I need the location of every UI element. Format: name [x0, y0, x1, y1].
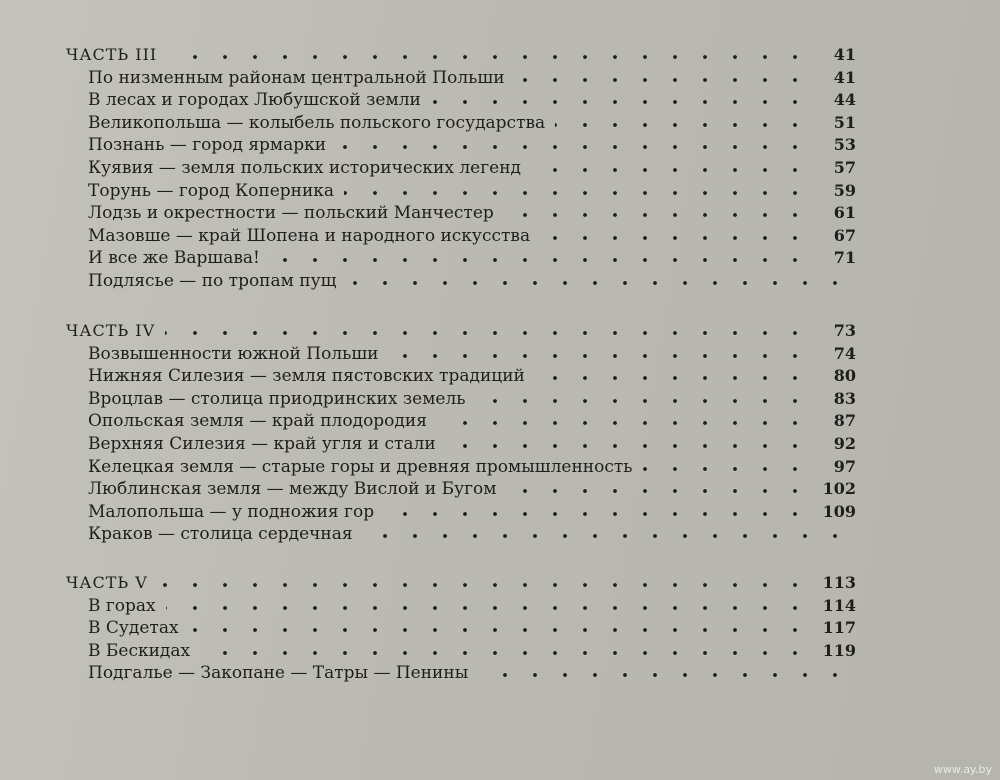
toc-entry: [66, 662, 856, 685]
toc-entry: [66, 343, 856, 366]
toc-entry: [66, 225, 856, 248]
toc-entry: [66, 617, 856, 640]
page-number: 109: [822, 501, 856, 521]
entry-title: Опольская земля — край плодородия: [88, 411, 427, 432]
part-title: ЧАСТЬ IV: [66, 321, 156, 340]
toc-entry: [66, 523, 856, 546]
toc-entry: [66, 67, 856, 90]
leader-dots: [535, 365, 810, 387]
toc-entry: [66, 456, 856, 479]
entry-title: Нижняя Силезия — земля пястовских традиций: [88, 366, 525, 387]
entry-title: Возвышенности южной Польши: [88, 343, 379, 364]
entry-title: Великопольша — колыбель польского государства: [88, 112, 546, 133]
leader-dots: [384, 501, 810, 523]
leader-dots: [506, 478, 810, 500]
page-number: 113: [822, 573, 856, 592]
toc-part-5: [66, 572, 856, 685]
page-number: 114: [822, 595, 856, 615]
leader-dots: [167, 44, 810, 66]
leader-dots: [515, 67, 810, 89]
leader-dots: [363, 523, 850, 545]
leader-dots: [555, 112, 810, 134]
leader-dots: [476, 388, 810, 410]
page-number: 67: [833, 225, 856, 245]
page-number: 97: [833, 456, 856, 476]
leader-dots: [336, 134, 810, 156]
toc-entry: [66, 595, 856, 618]
entry-title: Люблинская земля — между Вислой и Бугом: [88, 479, 497, 500]
entry-title: Подлясье — по тропам пущ: [88, 270, 337, 291]
entry-title: Вроцлав — столица приодринских земель: [88, 388, 466, 409]
leader-dots: [504, 202, 810, 224]
part-title: ЧАСТЬ V: [66, 573, 148, 592]
leader-dots: [158, 572, 810, 594]
leader-dots: [540, 225, 810, 247]
part-heading: [66, 572, 856, 595]
toc-entry: [66, 134, 856, 157]
page-number: 53: [833, 135, 856, 155]
entry-title: В Судетах: [88, 618, 179, 639]
page-number: 83: [833, 388, 856, 408]
toc-entry: [66, 410, 856, 433]
leader-dots: [531, 157, 810, 179]
leader-dots: [431, 89, 810, 111]
toc-entry: [66, 433, 856, 456]
leader-dots: [200, 640, 810, 662]
entry-title: Познань — город ярмарки: [88, 135, 327, 156]
leader-dots: [389, 343, 810, 365]
page-number: 41: [833, 45, 856, 64]
toc-entry: [66, 202, 856, 225]
toc-entry: [66, 365, 856, 388]
entry-title: Верхняя Силезия — край угля и стали: [88, 433, 436, 454]
leader-dots: [478, 662, 850, 684]
toc-part-4: [66, 320, 856, 546]
toc-entry: [66, 157, 856, 180]
entry-title: Мазовше — край Шопена и народного искусства: [88, 225, 531, 246]
entry-title: И все же Варшава!: [88, 248, 260, 269]
toc-entry: [66, 478, 856, 501]
toc-entry: [66, 640, 856, 663]
entry-title: Келецкая земля — старые горы и древняя промышленность: [88, 456, 633, 477]
page-number: 117: [822, 618, 856, 638]
toc-part-3: [66, 44, 856, 293]
page-number: 92: [833, 433, 856, 453]
leader-dots: [446, 433, 810, 455]
entry-title: Торунь — город Коперника: [88, 180, 335, 201]
page-number: 59: [833, 180, 856, 200]
page-number: 57: [833, 157, 856, 177]
part-heading: [66, 320, 856, 343]
page-number: 87: [833, 411, 856, 431]
watermark: www.ay.by: [933, 763, 992, 776]
page-number: 80: [833, 366, 856, 386]
entry-title: В горах: [88, 595, 156, 616]
entry-title: Куявия — земля польских исторических легенд: [88, 157, 521, 178]
page-number: 44: [833, 90, 856, 110]
toc-entry: [66, 501, 856, 524]
toc-entry: [66, 112, 856, 135]
entry-title: В Бескидах: [88, 640, 191, 661]
page-number: 51: [833, 112, 856, 132]
leader-dots: [346, 270, 850, 292]
part-heading: [66, 44, 856, 67]
leader-dots: [189, 617, 810, 639]
entry-title: Малопольша — у подножия гор: [88, 501, 375, 522]
page-number: 61: [833, 203, 856, 223]
page-number: 119: [822, 640, 856, 660]
entry-title: В лесах и городах Любушской земли: [88, 90, 421, 111]
page-number: 41: [833, 67, 856, 87]
entry-title: Краков — столица сердечная: [88, 524, 353, 545]
page-number: 73: [833, 321, 856, 340]
entry-title: Подгалье — Закопане — Татры — Пенины: [88, 663, 469, 684]
leader-dots: [270, 247, 810, 269]
leader-dots: [643, 456, 810, 478]
entry-title: По низменным районам центральной Польши: [88, 67, 505, 88]
leader-dots: [344, 180, 810, 202]
toc-entry: [66, 270, 856, 293]
entry-title: Лодзь и окрестности — польский Манчестер: [88, 203, 494, 224]
page-number: 71: [833, 248, 856, 268]
toc-entry: [66, 180, 856, 203]
page-number: 102: [822, 479, 856, 499]
leader-dots: [437, 410, 810, 432]
toc-entry: [66, 388, 856, 411]
page-number: 74: [833, 343, 856, 363]
leader-dots: [166, 595, 810, 617]
leader-dots: [165, 320, 810, 342]
toc-entry: [66, 247, 856, 270]
toc-entry: [66, 89, 856, 112]
part-title: ЧАСТЬ III: [66, 45, 158, 64]
